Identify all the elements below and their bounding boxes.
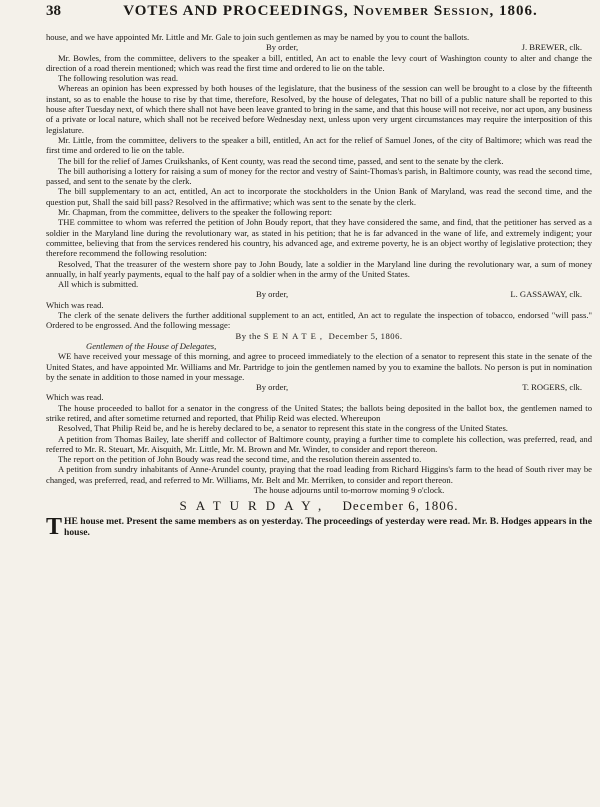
clerk-signature: J. BREWER, clk. [521,42,582,53]
paragraph: The bill for the relief of James Cruikshanks, of Kent county, was read the second time, passed, and sent to the senate by the clerk. [58,155,504,166]
message-salutation: Gentlemen of the House of Delegates, [86,340,217,351]
paragraph: All which is submitted. [58,279,139,290]
paragraph: Mr. Bowles, from the committee, delivers to the speaker a bill, entitled, An act to enable the levy court of Washington county to alter and change the direction of a road therein mentioned; which was read the first time and ordered to lie on the table. [46,52,592,73]
by-order: By order, [266,42,299,53]
paragraph: The bill authorising a lottery for raising a sum of money for the rector and vestry of Saint-Thomas's parish, in Baltimore county, was read the second time, passed, and sent to the senate by the clerk. [46,165,592,187]
senate-heading [46,331,592,341]
day-heading [46,498,592,514]
senate-word: SENATE, [263,330,326,341]
page-header [46,3,592,30]
paragraph: The bill supplementary to an act, entitled, An act to incorporate the stockholders in the Union Bank of Maryland, was read the second time, and the question put, Shall the said bill pass? Resolved in the affirmative; which was sent to the senate by the clerk. [46,186,592,207]
paragraph: Mr. Chapman, from the committee, delivers to the speaker the following report: [58,207,332,218]
paragraph: THE committee to whom was referred the petition of John Boudy report, that they have considered the same, and find, that the petitioner has served as a soldier in the Maryland line during the revolutionary war, as stated in his petition; that he is far advanced in the wane of life, and extremely indigent; your committee, believing that from the services rendered his country, his advanced age, and extreme poverty, he is an object worthy of legislative protection; they therefore recommend the following resolution: [46,217,592,259]
running-title: VOTES AND PROCEEDINGS, November Session, 1806. [123,3,538,19]
clerk-signature: T. ROGERS, clk. [522,382,582,393]
paragraph: Which was read. [46,392,104,403]
signature-block [46,289,592,299]
adjournment: The house adjourns until to-morrow morning 9 o'clock. [253,485,445,496]
paragraph: The house proceeded to ballot for a senator in the congress of the United States; the ballots being deposited in the ballot box, the gentlemen named to strike retired, and after sometime returned and reported, that Philip Reid was elected. Whereupon [46,402,592,423]
paragraph-text: HE house met. Present the same members as on yesterday. The proceedings of yesterday were read. Mr. B. Hodges appears in the house. [64,515,592,538]
senate-by: By the [235,330,262,341]
day-name: SATURDAY, [179,498,331,514]
by-order: By order, [256,382,289,393]
paragraph [46,513,592,540]
paragraph: The report on the petition of John Boudy was read the second time, and the resolution therein assented to. [58,454,422,465]
paragraph: The clerk of the senate delivers the further additional supplement to an act, entitled, An act to regulate the inspection of tobacco, endorsed "will pass." Ordered to be engrossed. And the following message: [46,310,592,331]
senate-date: December 5, 1806. [328,330,403,341]
signature-block [46,382,592,392]
paragraph: A petition from sundry inhabitants of Anne-Arundel county, praying that the road leading from Richard Higgins's farm to the head of South river may be changed, was preferred, read, and referred to Mr. Williams, Mr. Belt and Mr. Merriken, to consider and report thereon. [46,464,592,485]
by-order: By order, [256,289,289,300]
paragraph: WE have received your message of this morning, and agree to proceed immediately to the election of a senator to represent this state in the senate of the United States, and have appointed Mr. Williams and Mr. Partridge to join the gentlemen named by you to examine the ballots. No person is put in nomination by the senate in addition to those named in your message. [46,351,592,382]
paragraph: Mr. Little, from the committee, delivers to the speaker a bill, entitled, An act for the relief of Samuel Jones, of the city of Baltimore; which was read the first time and ordered to lie on the table. [46,134,592,156]
paragraph: Resolved, That Philip Reid be, and he is hereby declared to be, a senator to represent this state in the congress of the United States. [58,423,508,434]
day-date: December 6, 1806. [342,498,459,514]
page-number: 38 [46,3,61,19]
paragraph: Which was read. [46,299,104,310]
clerk-signature: L. GASSAWAY, clk. [510,289,582,300]
signature-block [46,42,592,52]
paragraph: The following resolution was read. [58,73,179,84]
paragraph: house, and we have appointed Mr. Little and Mr. Gale to join such gentlemen as may be named by you to count the ballots. [46,32,470,42]
drop-cap: T [46,513,63,540]
paragraph: Resolved, That the treasurer of the western shore pay to John Boudy, late a soldier in the Maryland line during the revolutionary war, a sum of money annually, in half yearly payments, equal to the half pay of a soldier when in the army of the United States. [46,258,592,279]
paragraph: A petition from Thomas Bailey, late sheriff and collector of Baltimore county, praying a further time to complete his collection, was preferred, read, and referred to Mr. R. Steuart, Mr. Aisquith, Mr. Little, Mr. M. Brown and Mr. Winder, to consider and report thereon. [46,433,592,454]
paragraph: Whereas an opinion has been expressed by both houses of the legislature, that the business of the session can well be brought to a close by the fifteenth instant, so as to enable the house to rise by that time, therefore, Resolved, by the house of delegates, That no bill of a public nature shall be reported to this house after Tuesday next, of which there shall not have been leave granted to bring in the same, and that this house will not receive, nor act upon, any business of a private or local nature, which shall not be received before Wednesday next, unless upon very urgent circumstances may require the interposition of this legislature. [46,83,592,135]
